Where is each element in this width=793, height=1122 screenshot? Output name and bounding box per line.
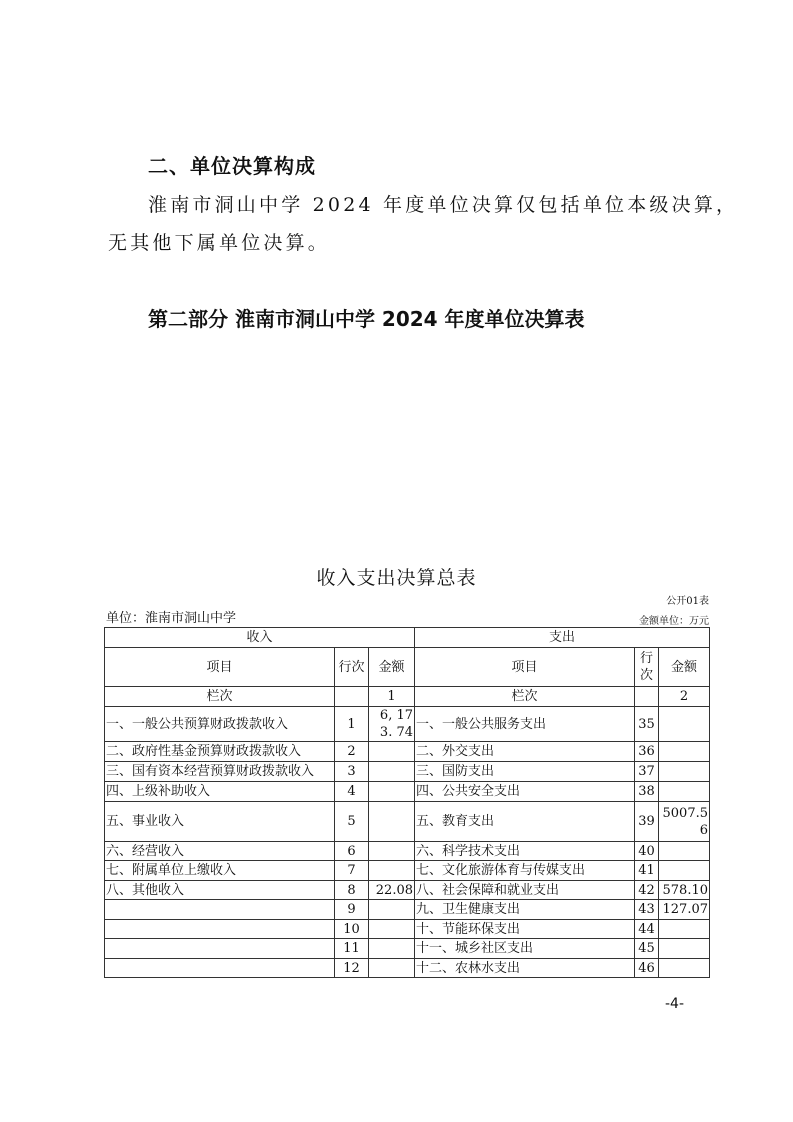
section-heading: 二、单位决算构成: [148, 154, 316, 178]
expense-amount: [659, 959, 710, 978]
expense-amount: 5007.56: [659, 802, 710, 842]
income-amount: [369, 920, 415, 939]
expense-amount: [659, 842, 710, 861]
income-row-no: 12: [335, 959, 369, 978]
income-item: 四、上级补助收入: [105, 782, 335, 802]
expense-col-no: 2: [659, 687, 710, 707]
income-amount: [369, 900, 415, 920]
expense-row-no: 42: [635, 881, 659, 900]
income-item: 八、其他收入: [105, 881, 335, 900]
expense-amount: [659, 861, 710, 881]
table-row: [105, 861, 710, 881]
income-row-no: 6: [335, 842, 369, 861]
income-item: [105, 900, 335, 920]
expense-amount: [659, 707, 710, 742]
income-item: [105, 920, 335, 939]
table-row: [105, 782, 710, 802]
income-amount: [369, 939, 415, 959]
column-number-row: [105, 687, 710, 707]
income-item: 二、政府性基金预算财政拨款收入: [105, 742, 335, 762]
table-title: 收入支出决算总表: [316, 567, 477, 589]
expense-item: 六、科学技术支出: [415, 842, 635, 861]
expense-amount: [659, 920, 710, 939]
table-row: [105, 881, 710, 900]
expense-item: 五、教育支出: [415, 802, 635, 842]
form-number: 公开01表: [666, 596, 709, 607]
expense-row-no: 43: [635, 900, 659, 920]
table-row: [105, 707, 710, 742]
income-item: [105, 939, 335, 959]
expense-row-no: 41: [635, 861, 659, 881]
income-item: 七、附属单位上缴收入: [105, 861, 335, 881]
expense-amount: [659, 782, 710, 802]
income-amount: [369, 842, 415, 861]
expense-row-no: 37: [635, 762, 659, 782]
table-row: [105, 742, 710, 762]
paragraph-line-2: 无其他下属单位决算。: [108, 232, 331, 254]
income-item: 五、事业收入: [105, 802, 335, 842]
expense-row-no: 40: [635, 842, 659, 861]
income-row-no: 2: [335, 742, 369, 762]
expense-header: 支出: [415, 628, 710, 648]
income-expense-table: [104, 627, 710, 978]
table-column-header-row: [105, 648, 710, 687]
expense-item: 二、外交支出: [415, 742, 635, 762]
table-row: [105, 920, 710, 939]
expense-amount: 578.10: [659, 881, 710, 900]
income-item: 三、国有资本经营预算财政拨款收入: [105, 762, 335, 782]
expense-row-no: 44: [635, 920, 659, 939]
expense-row-no-header-line2: 次: [639, 668, 653, 683]
expense-row-no: 39: [635, 802, 659, 842]
income-row-no: 9: [335, 900, 369, 920]
income-amount: [369, 959, 415, 978]
income-item: 一、一般公共预算财政拨款收入: [105, 707, 335, 742]
table-row: [105, 959, 710, 978]
expense-row-no-header: [635, 648, 659, 687]
expense-row-no: 36: [635, 742, 659, 762]
expense-amount: 127.07: [659, 900, 710, 920]
table-row: [105, 762, 710, 782]
income-amount: [369, 762, 415, 782]
empty-cell: [635, 687, 659, 707]
income-amount: [369, 802, 415, 842]
table-group-header-row: [105, 628, 710, 648]
expense-item: 十二、农林水支出: [415, 959, 635, 978]
income-amount: [369, 782, 415, 802]
expense-row-no: 35: [635, 707, 659, 742]
part-title: 第二部分 淮南市洞山中学 2024 年度单位决算表: [148, 307, 585, 331]
table-row: [105, 842, 710, 861]
table-row: [105, 802, 710, 842]
expense-item: 十、节能环保支出: [415, 920, 635, 939]
income-item: [105, 959, 335, 978]
income-amount: [369, 742, 415, 762]
expense-item: 八、社会保障和就业支出: [415, 881, 635, 900]
income-item: 六、经营收入: [105, 842, 335, 861]
expense-item: 九、卫生健康支出: [415, 900, 635, 920]
expense-amount: [659, 762, 710, 782]
income-row-no-header: 行次: [335, 648, 369, 687]
expense-item: 四、公共安全支出: [415, 782, 635, 802]
paragraph-line-1: 淮南市洞山中学 2024 年度单位决算仅包括单位本级决算，: [148, 194, 739, 216]
money-unit-label: 金额单位：万元: [639, 616, 709, 627]
income-header: 收入: [105, 628, 415, 648]
income-amount: 6, 173. 74: [369, 707, 415, 742]
expense-item: 七、文化旅游体育与传媒支出: [415, 861, 635, 881]
expense-item-header: 项目: [415, 648, 635, 687]
expense-amount: [659, 939, 710, 959]
expense-amount-header: 金额: [659, 648, 710, 687]
table-body: [105, 707, 710, 978]
expense-row-no: 45: [635, 939, 659, 959]
income-row-no: 3: [335, 762, 369, 782]
unit-label: 单位：淮南市洞山中学: [106, 611, 237, 626]
income-amount-header: 金额: [369, 648, 415, 687]
income-amount: 22.08: [369, 881, 415, 900]
income-row-no: 4: [335, 782, 369, 802]
expense-item: 三、国防支出: [415, 762, 635, 782]
income-lanci-label: 栏次: [105, 687, 335, 707]
income-row-no: 1: [335, 707, 369, 742]
expense-amount: [659, 742, 710, 762]
income-row-no: 8: [335, 881, 369, 900]
expense-lanci-label: 栏次: [415, 687, 635, 707]
expense-item: 一、一般公共服务支出: [415, 707, 635, 742]
table-row: [105, 939, 710, 959]
income-row-no: 10: [335, 920, 369, 939]
expense-row-no: 46: [635, 959, 659, 978]
income-amount: [369, 861, 415, 881]
page-number: -4-: [665, 996, 685, 1012]
expense-item: 十一、城乡社区支出: [415, 939, 635, 959]
income-row-no: 5: [335, 802, 369, 842]
expense-row-no-header-line1: 行: [639, 651, 653, 666]
income-row-no: 11: [335, 939, 369, 959]
income-col-no: 1: [369, 687, 415, 707]
empty-cell: [335, 687, 369, 707]
table-row: [105, 900, 710, 920]
income-item-header: 项目: [105, 648, 335, 687]
income-row-no: 7: [335, 861, 369, 881]
expense-row-no: 38: [635, 782, 659, 802]
